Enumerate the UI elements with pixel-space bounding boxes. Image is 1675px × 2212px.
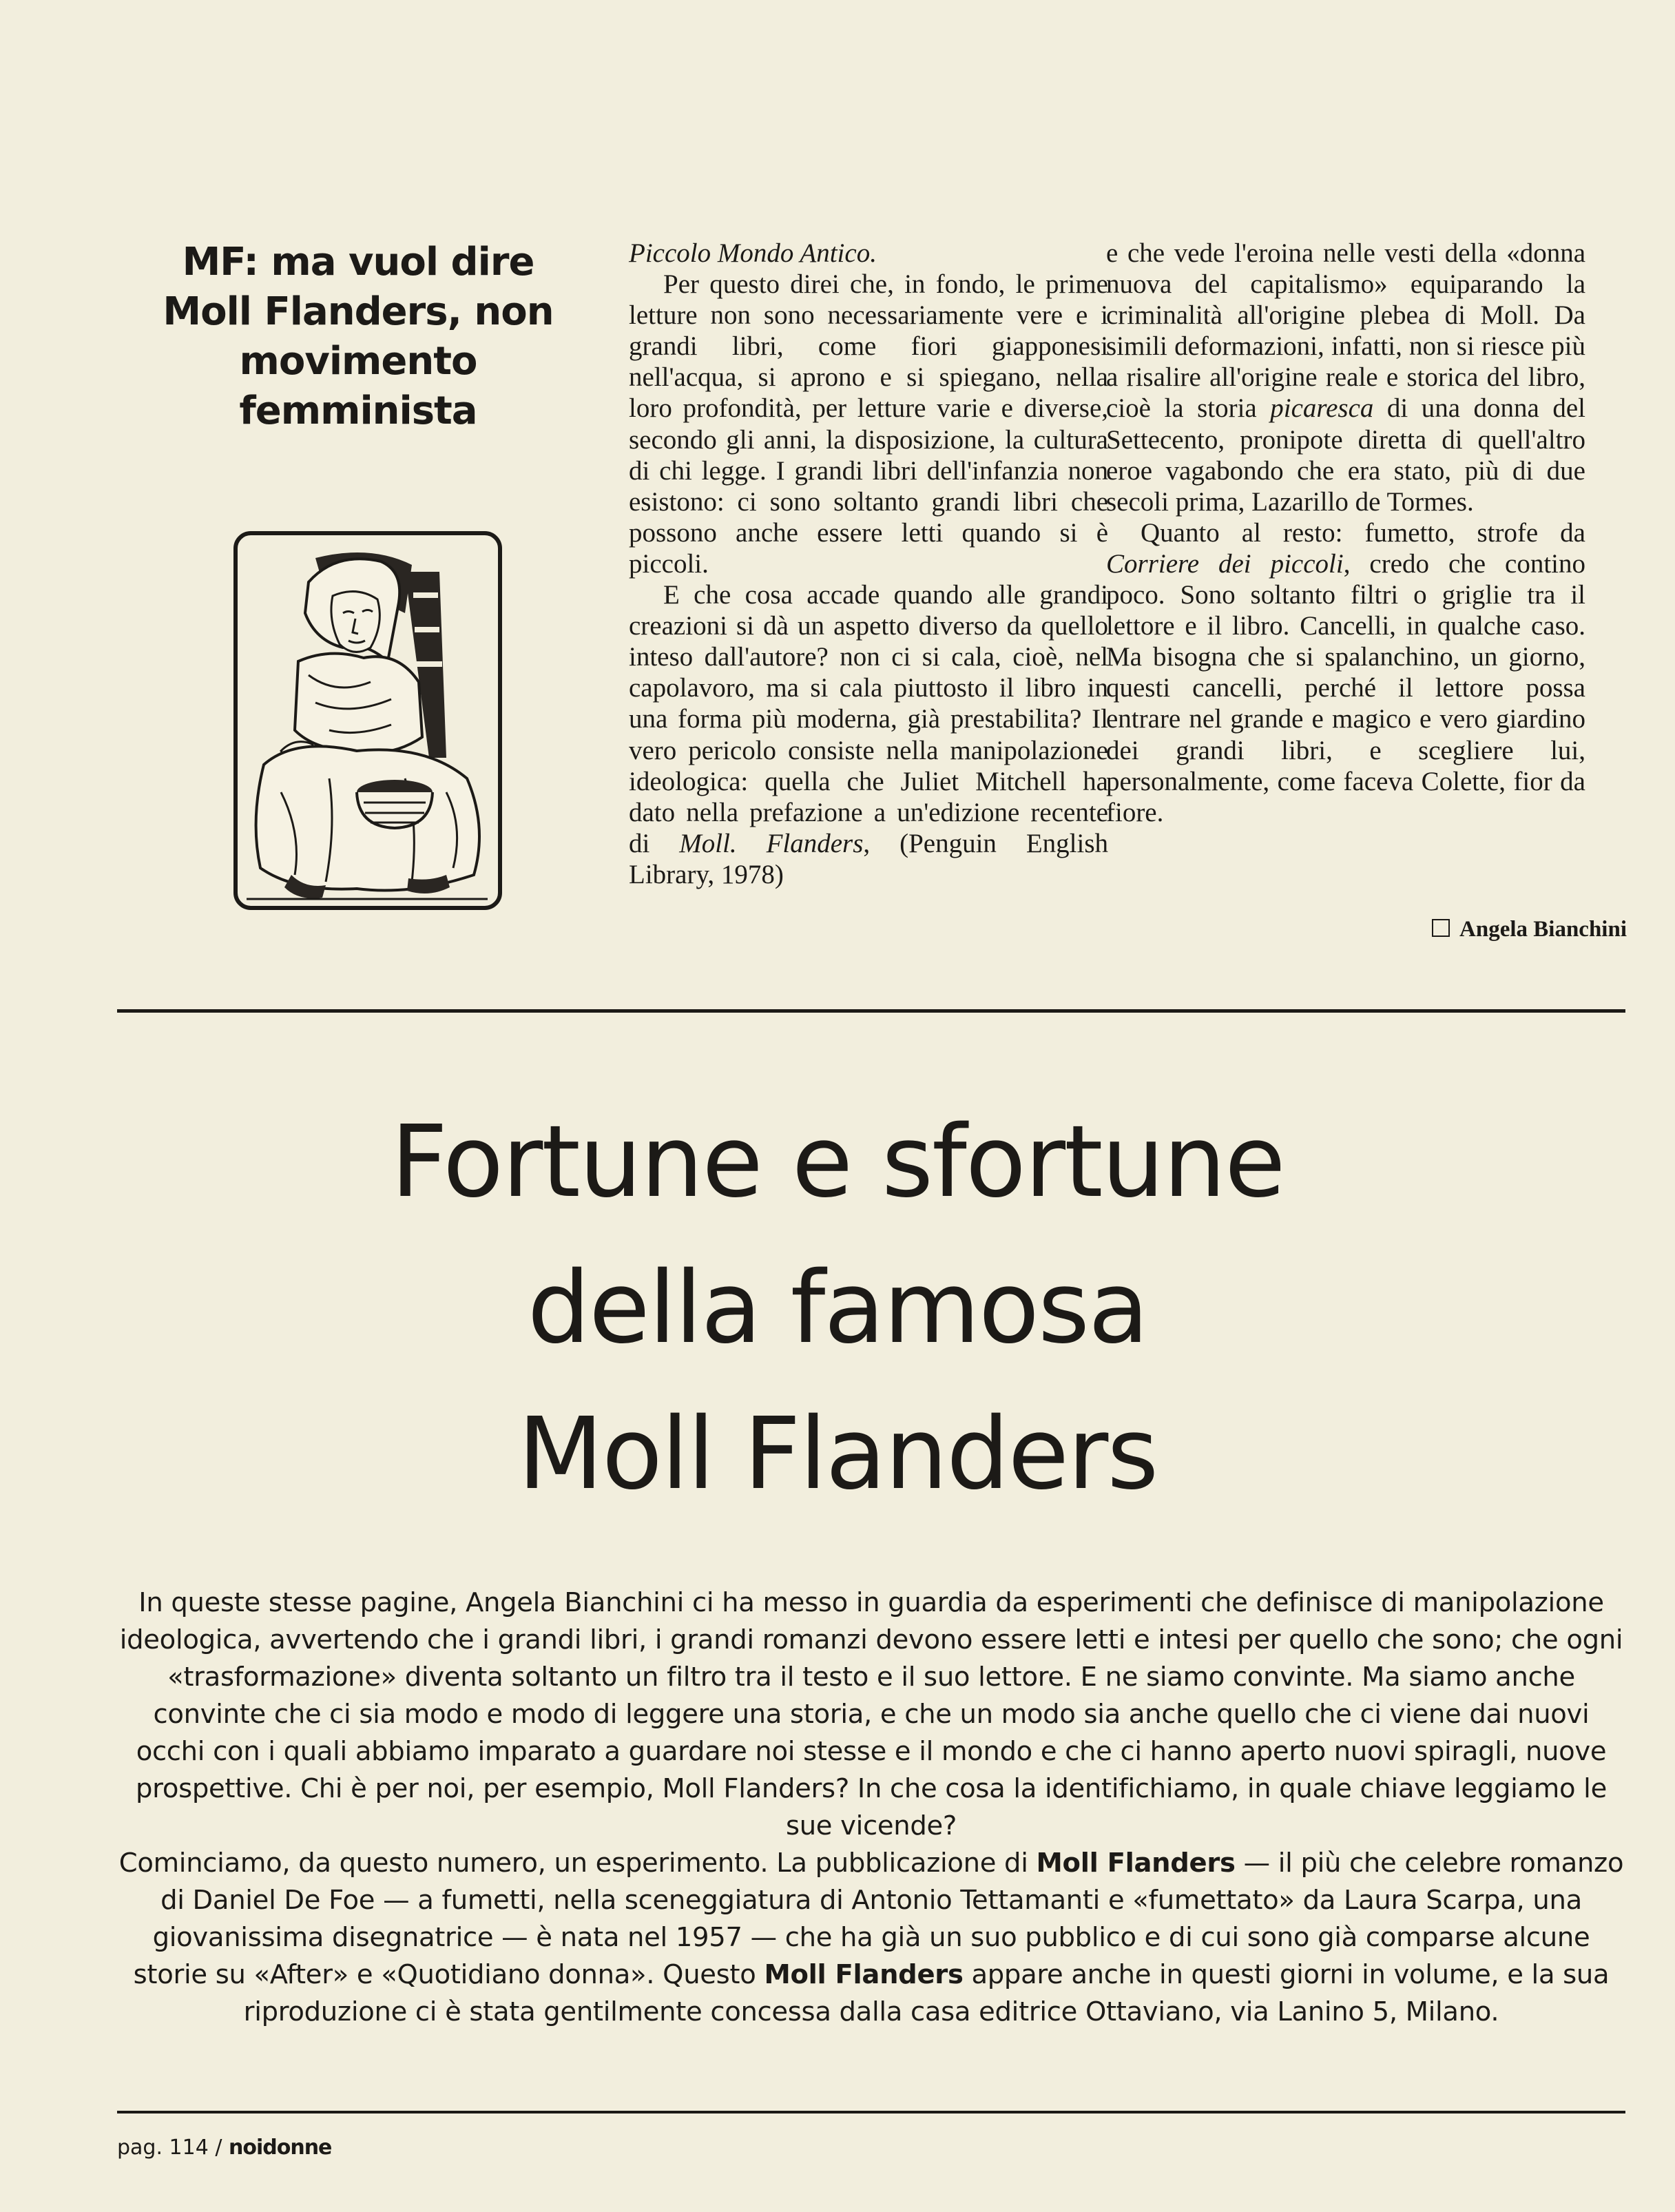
publication-title-emphasis: Corriere dei piccoli — [1106, 548, 1344, 579]
footer-divider — [117, 2111, 1625, 2113]
article-paragraph — [629, 579, 1108, 890]
article-text: E che cosa accade quando alle grandi creazioni si dà un aspetto diverso da quello inteso dall'autore? non ci si cala, cioè, nel capolavoro, ma si cala piuttosto il libro in una forma più moderna, già prestabilita? Il vero pericolo consiste nella manipolazione ideologica: quella che Juliet Mitchell ha dato nella prefazione a un'edizione recente di — [629, 580, 1108, 858]
intro-paragraph — [117, 1845, 1625, 2031]
author-name: Angela Bianchini — [1459, 917, 1627, 942]
article-column-3 — [1106, 238, 1585, 828]
article-paragraph — [1106, 517, 1585, 828]
emphasis: picaresca — [1270, 393, 1374, 424]
woman-seated-illustration-icon — [233, 530, 503, 911]
page-number: pag. 114 / — [117, 2136, 222, 2160]
book-title-emphasis: Moll. Flanders — [679, 828, 864, 858]
article-paragraph: Piccolo Mondo Antico. — [629, 238, 877, 268]
feature-intro — [117, 1584, 1625, 2031]
end-mark-icon — [1432, 919, 1450, 937]
intro-paragraph: In queste stesse pagine, Angela Bianchini ci ha messo in guardia da esperimenti che definisce di manipolazione ideologica, avvertendo che i grandi libri, i grandi romanzi devono essere letti e intesi per quello che sono; che ogni «trasformazione» diventa soltanto un filtro tra il testo e il suo lettore. E ne siamo convinte. Ma siamo anche convinte che ci sia modo e modo di leggere una storia, e che un modo sia anche quello che ci viene dai nuovi occhi con i quali abbiamo imparato a guardare noi stesse e il mondo e che ci hanno aperto nuovi spiragli, nuove prospettive. Chi è per noi, per esempio, Moll Flanders? In che cosa la identifichiamo, in quale chiave leggiamo le sue vicende? — [119, 1587, 1623, 1841]
intro-text: — il più che celebre romanzo di Daniel De Foe — a fumetti, nella sceneggiatura di Antonio Tettamanti e «fumettato» da Laura Scarpa, una giovanissima disegnatrice — è nata nel 1957 — che ha già un suo pubblico e di cui sono già comparse alcune storie su «After» e «Quotidiano donna». Questo — [133, 1848, 1624, 1990]
article-text: , (Penguin English Library, 1978) — [629, 828, 1109, 889]
feature-title — [138, 1088, 1537, 1527]
intro-text: appare anche in questi giorni in volume, e la sua riproduzione ci è stata gentilmente concessa dalla casa editrice Ottaviano, via Lanino 5, Milano. — [243, 1959, 1610, 2027]
page-footer — [117, 2134, 331, 2162]
article-text: , credo che contino poco. Sono soltanto filtri o griglie tra il lettore e il libro. Cancelli, in qualche caso. Ma bisogna che si spalanchino, un giorno, questi cancelli, perché il lettore possa entrare nel grande e magico e vero giardino dei grandi libri, e scegliere lui, personalmente, come faceva Colette, fior da fiore. — [1106, 548, 1585, 827]
magazine-name: noidonne — [229, 2136, 332, 2160]
section-divider — [117, 1009, 1625, 1013]
article-paragraph: Per questo direi che, in fondo, le prime letture non sono necessariamente vere e i grandi libri, come fiori giapponesi nell'acqua, si aprono e si spiegano, nella loro profondità, per letture varie e diverse, secondo gli anni, la disposizione, la cultura di chi legge. I grandi libri dell'infanzia non esistono: ci sono soltanto grandi libri che possono anche essere letti quando si è piccoli. — [629, 269, 1108, 579]
book-title-bold: Moll Flanders — [1036, 1848, 1236, 1879]
feature-title-line: Moll Flanders — [517, 1396, 1158, 1511]
author-signature — [1106, 914, 1627, 944]
book-title-bold: Moll Flanders — [764, 1959, 964, 1990]
article-paragraph — [1106, 238, 1585, 517]
article-text: di una donna del Settecento, pronipote diretta di quell'altro eroe vagabondo che era stato, più di due secoli prima, Lazarillo de Tormes. — [1106, 393, 1585, 517]
sidebar-heading: MF: ma vuol dire Moll Flanders, non movimento femminista — [163, 240, 554, 433]
feature-title-line: Fortune e sfortune — [391, 1104, 1284, 1219]
article-text: Quanto al resto: fumetto, strofe da — [1141, 517, 1585, 548]
article-text: e che vede l'eroina nelle vesti della «donna nuova del capitalismo» equiparando la criminalità all'origine plebea di Moll. Da simili deformazioni, infatti, non si riesce più a risalire all'origine reale e storica del libro, cioè la storia — [1106, 238, 1585, 424]
article-column-2 — [629, 238, 1108, 890]
intro-text: Cominciamo, da questo numero, un esperimento. La pubblicazione di — [118, 1848, 1037, 1879]
feature-title-line: della famosa — [527, 1250, 1148, 1365]
